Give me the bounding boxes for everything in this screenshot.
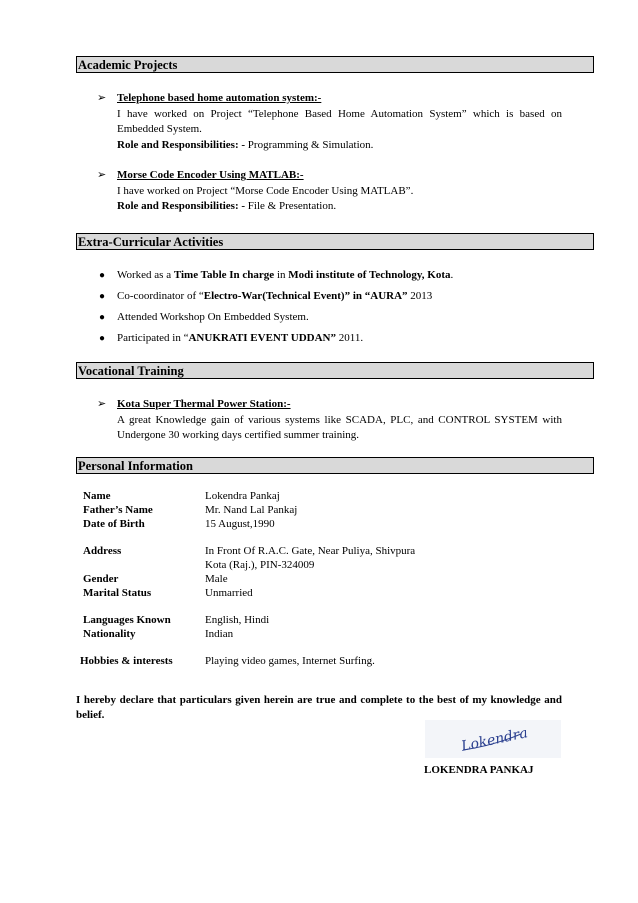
role-value: File & Presentation. — [245, 200, 337, 212]
project-item-morse — [97, 168, 562, 215]
languages-label: Languages Known — [83, 614, 171, 626]
project-description: I have worked on Project “Morse Code Encoder Using MATLAB”. — [117, 184, 414, 197]
dob-value: 15 August,1990 — [205, 518, 275, 530]
bullet-dot-icon: ● — [99, 270, 106, 281]
role-label: Role and Responsibilities: - — [117, 138, 246, 151]
project-role — [117, 199, 562, 215]
bullet-dot-icon: ● — [99, 312, 106, 323]
section-heading-academic-projects: Academic Projects — [76, 56, 594, 73]
address-line-1: In Front Of R.A.C. Gate, Near Puliya, Shivpura — [205, 545, 416, 557]
marital-status-label: Marital Status — [83, 587, 152, 599]
role-label: Role and Responsibilities: - — [117, 200, 246, 212]
signature-image — [425, 720, 561, 758]
bullet-dot-icon: ● — [99, 333, 106, 344]
arrow-bullet-icon: ➢ — [97, 398, 107, 410]
signature-icon — [425, 720, 561, 758]
project-item-telephone — [97, 91, 562, 153]
training-title: Kota Super Thermal Power Station:- — [117, 398, 291, 410]
project-description: I have worked on Project “Telephone Based Home Automation System” which is based on Embedded System. — [117, 107, 562, 135]
nationality-value: Indian — [205, 628, 234, 640]
name-value: Lokendra Pankaj — [205, 490, 280, 502]
gender-label: Gender — [83, 573, 119, 585]
bullet-dot-icon: ● — [99, 291, 106, 302]
list-item: ● Co-coordinator of “Electro-War(Technical Event)” in “AURA” 2013 — [99, 290, 433, 302]
training-item — [97, 397, 562, 444]
father-name-label: Father’s Name — [83, 504, 153, 516]
hobbies-label: Hobbies & interests — [80, 655, 173, 667]
father-name-value: Mr. Nand Lal Pankaj — [205, 504, 298, 516]
section-heading-personal-information: Personal Information — [76, 457, 594, 474]
nationality-label: Nationality — [83, 628, 136, 640]
arrow-bullet-icon: ➢ — [97, 92, 107, 104]
address-label: Address — [83, 545, 122, 557]
gender-value: Male — [205, 573, 228, 585]
project-title: Telephone based home automation system:- — [117, 92, 322, 104]
project-role — [117, 138, 562, 154]
name-label: Name — [83, 490, 111, 502]
activities-list — [97, 268, 567, 352]
training-description: A great Knowledge gain of various systems like SCADA, PLC, and CONTROL SYSTEM with Undergone 30 working days certified summer training. — [117, 413, 562, 441]
section-heading-vocational-training: Vocational Training — [76, 362, 594, 379]
list-item: ● Attended Workshop On Embedded System. — [99, 311, 309, 323]
dob-label: Date of Birth — [83, 518, 145, 530]
role-value: Programming & Simulation. — [245, 138, 374, 151]
languages-value: English, Hindi — [205, 614, 270, 626]
address-line-2: Kota (Raj.), PIN-324009 — [205, 559, 315, 571]
section-heading-extra-curricular: Extra-Curricular Activities — [76, 233, 594, 250]
arrow-bullet-icon: ➢ — [97, 169, 107, 181]
signature-script: Lokendra — [459, 725, 530, 755]
list-item: ● Participated in “ANUKRATI EVENT UDDAN” 2011. — [99, 332, 364, 344]
declaration-text: I hereby declare that particulars given herein are true and complete to the best of my knowledge and belief. — [76, 694, 562, 721]
project-title: Morse Code Encoder Using MATLAB:- — [117, 169, 304, 181]
list-item: ● Worked as a Time Table In charge in Modi institute of Technology, Kota. — [99, 269, 454, 281]
signatory-name: LOKENDRA PANKAJ — [424, 764, 534, 776]
marital-status-value: Unmarried — [205, 587, 253, 599]
hobbies-value: Playing video games, Internet Surfing. — [205, 655, 375, 667]
